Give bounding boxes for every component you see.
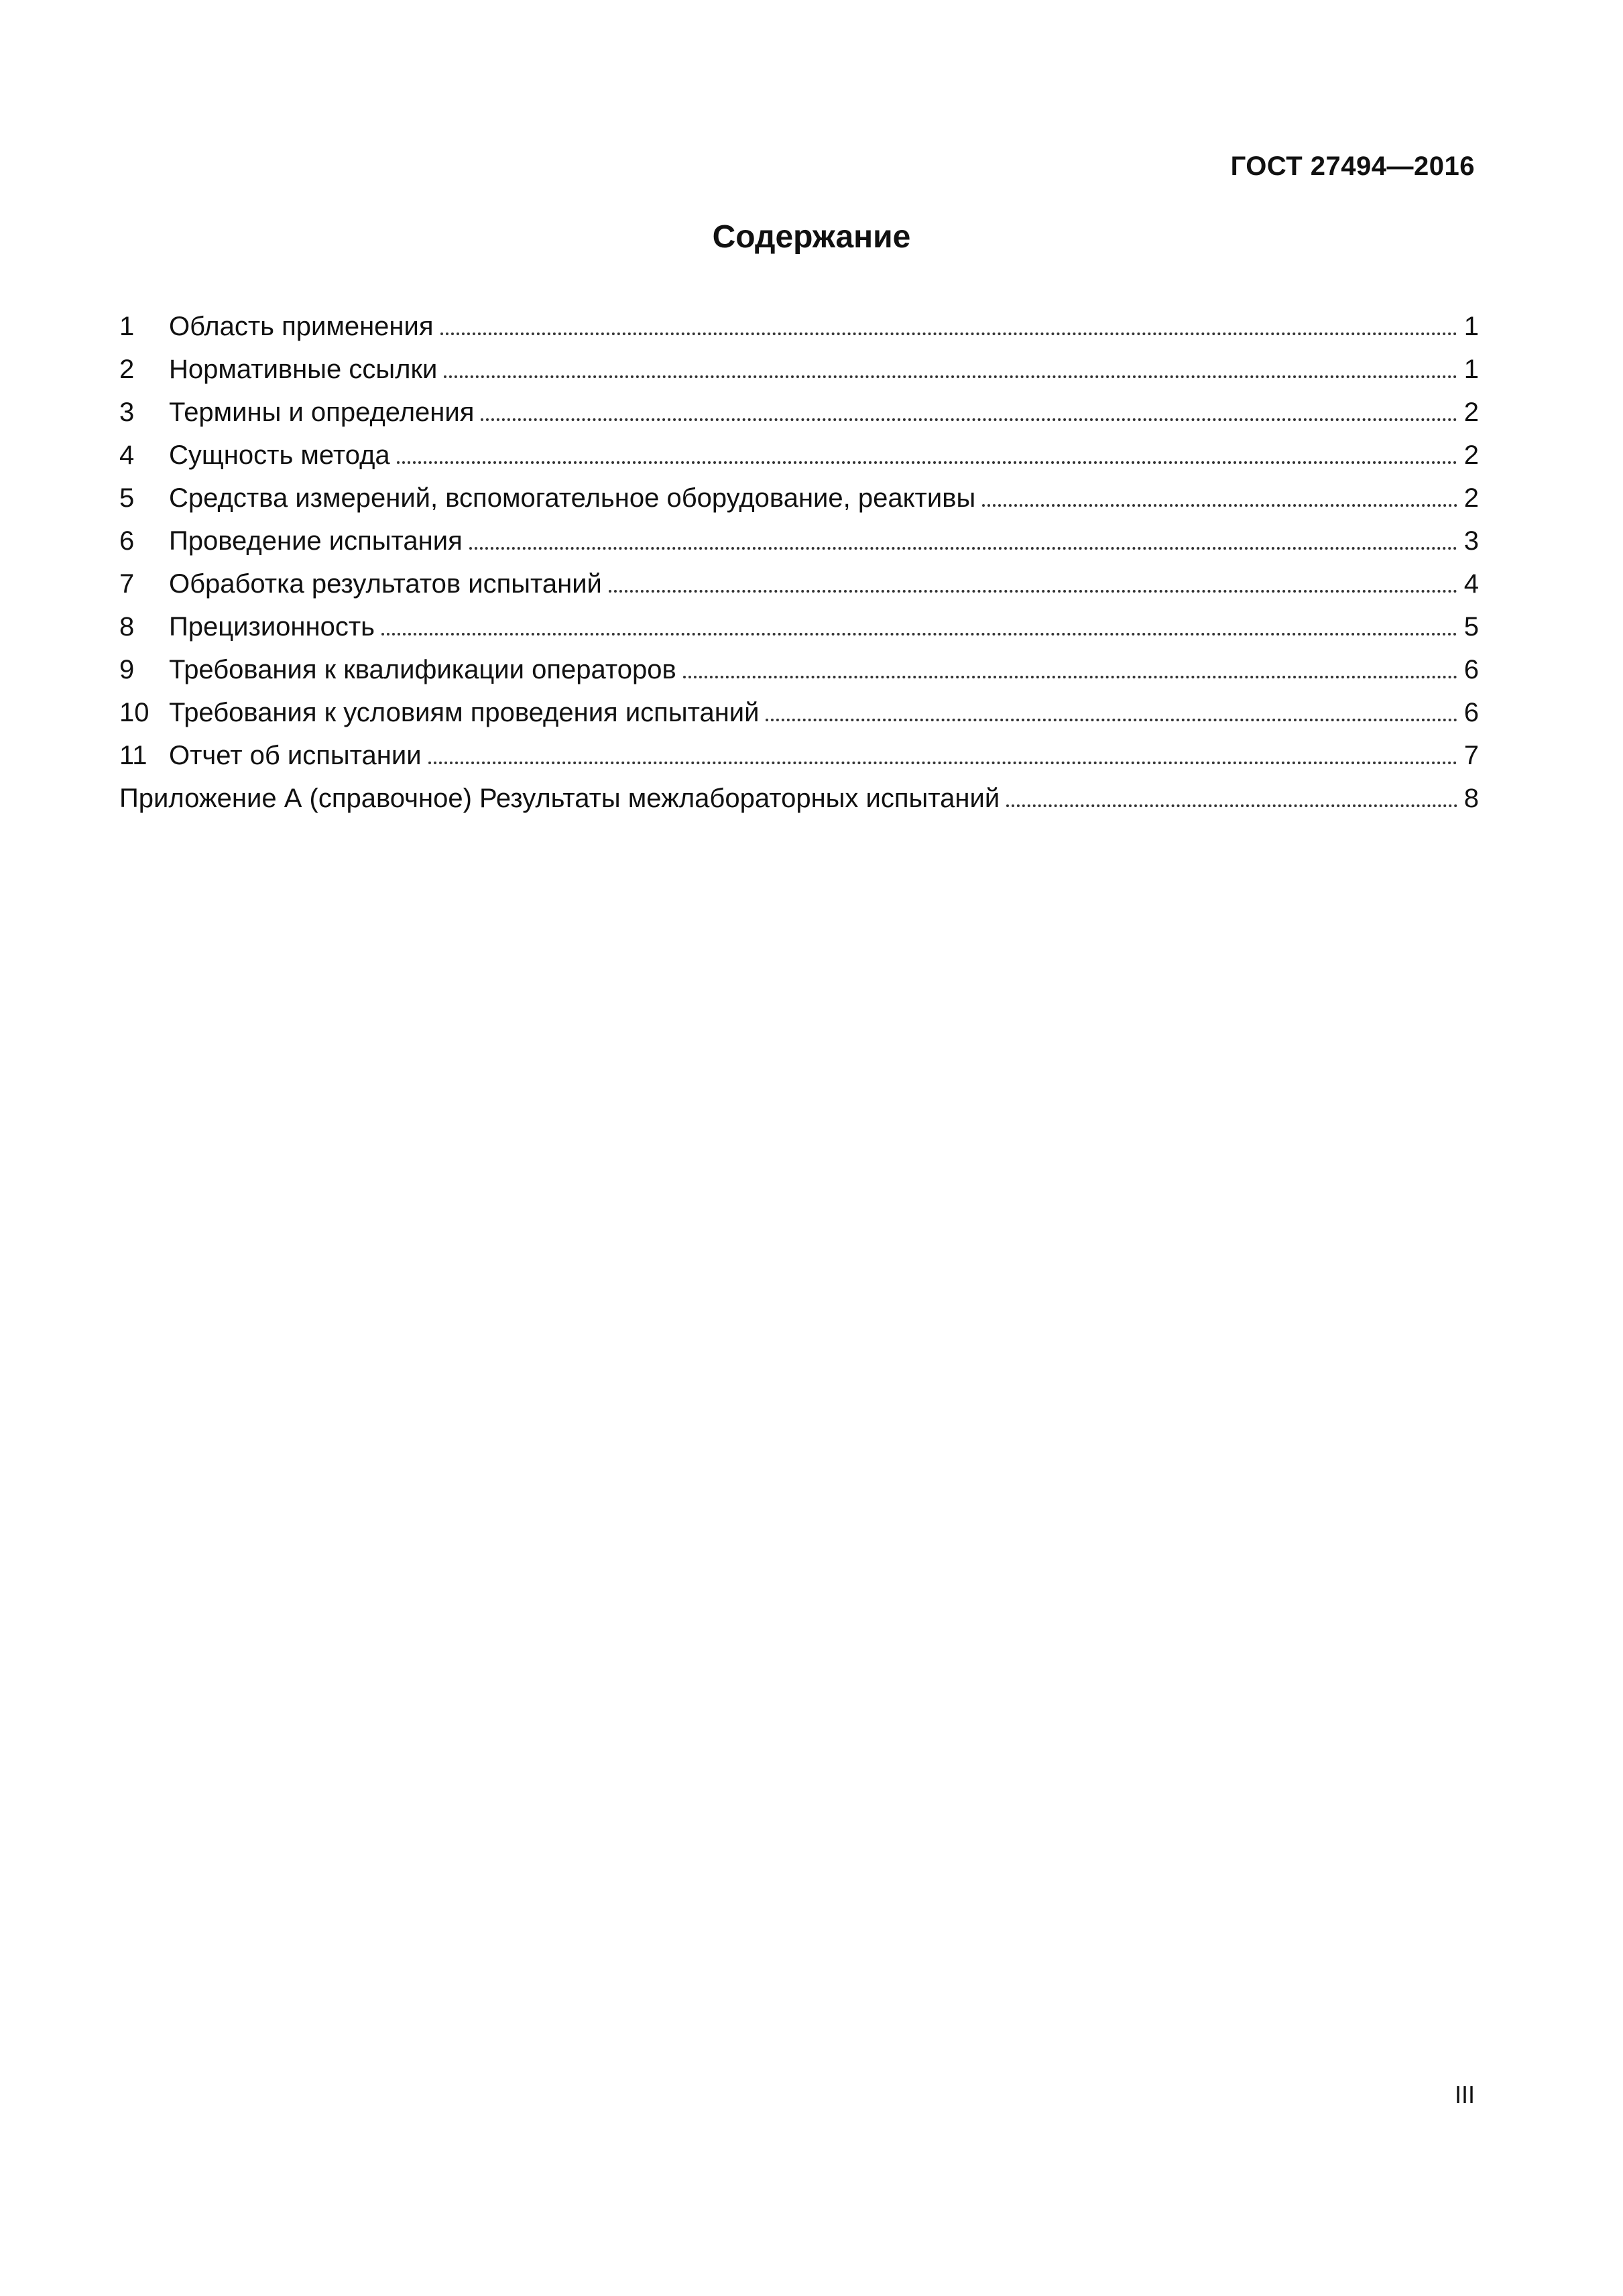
toc-entry[interactable] [119, 648, 1479, 691]
toc-entry[interactable] [119, 305, 1479, 348]
toc-entry[interactable] [119, 520, 1479, 562]
toc-dot-leader [469, 547, 1457, 550]
toc-entry-number: 6 [119, 526, 135, 556]
toc-dot-leader [481, 418, 1457, 421]
toc-entry-page: 7 [1463, 741, 1479, 770]
toc-title: Содержание [712, 219, 911, 255]
toc-dot-leader [982, 504, 1457, 507]
page-number: III [1454, 2081, 1475, 2108]
toc-dot-leader [440, 333, 1457, 335]
toc-entry-page: 2 [1463, 440, 1479, 470]
toc-entry[interactable] [119, 605, 1479, 648]
toc-entry-number: 10 [119, 698, 149, 727]
toc-entry-number: 2 [119, 355, 135, 384]
toc-appendix-page: 8 [1463, 784, 1479, 813]
toc-entry-title: Сущность метода [169, 440, 390, 470]
toc-entry-number: 7 [119, 569, 135, 599]
toc-dot-leader [381, 633, 1457, 636]
toc-entry-title: Обработка результатов испытаний [169, 569, 602, 599]
toc-entry-page: 5 [1463, 612, 1479, 642]
toc-entry-page: 2 [1463, 483, 1479, 513]
toc-entry-number: 3 [119, 398, 135, 427]
toc-entry-page: 6 [1463, 655, 1479, 684]
toc-entry-page: 1 [1463, 355, 1479, 384]
toc-entry-page: 4 [1463, 569, 1479, 599]
toc-dot-leader [1006, 804, 1457, 807]
toc-dot-leader [428, 762, 1457, 764]
toc-entry-title: Прецизионность [169, 612, 375, 642]
toc-dot-leader [444, 375, 1457, 378]
toc-entry-page: 6 [1463, 698, 1479, 727]
toc-appendix-title: Приложение А (справочное) Результаты межлабораторных испытаний [119, 784, 1000, 813]
toc-dot-leader [609, 590, 1457, 593]
toc-entry[interactable] [119, 562, 1479, 605]
toc-entry-page: 3 [1463, 526, 1479, 556]
toc-entry-number: 1 [119, 312, 135, 341]
toc-entry-title: Отчет об испытании [169, 741, 422, 770]
toc-entry-page: 2 [1463, 398, 1479, 427]
toc-list [119, 305, 1479, 820]
toc-entry-title: Нормативные ссылки [169, 355, 438, 384]
toc-entry[interactable] [119, 734, 1479, 777]
toc-entry[interactable] [119, 691, 1479, 734]
toc-entry-number: 9 [119, 655, 135, 684]
toc-entry-number: 8 [119, 612, 135, 642]
toc-entry-title: Проведение испытания [169, 526, 463, 556]
toc-dot-leader [397, 461, 1457, 464]
toc-entry[interactable] [119, 391, 1479, 434]
toc-appendix-entry[interactable] [119, 777, 1479, 820]
toc-entry-title: Область применения [169, 312, 434, 341]
toc-entry-title: Требования к условиям проведения испытаний [169, 698, 760, 727]
toc-entry-number: 5 [119, 483, 135, 513]
toc-entry[interactable] [119, 434, 1479, 477]
toc-entry-page: 1 [1463, 312, 1479, 341]
toc-entry-title: Требования к квалификации операторов [169, 655, 676, 684]
toc-entry-title: Термины и определения [169, 398, 475, 427]
toc-dot-leader [683, 676, 1457, 678]
toc-entry[interactable] [119, 348, 1479, 391]
toc-entry[interactable] [119, 477, 1479, 520]
standard-code: ГОСТ 27494—2016 [1230, 152, 1475, 181]
toc-dot-leader [766, 719, 1457, 721]
toc-entry-number: 11 [119, 741, 147, 770]
toc-entry-title: Средства измерений, вспомогательное оборудование, реактивы [169, 483, 976, 513]
toc-entry-number: 4 [119, 440, 135, 470]
